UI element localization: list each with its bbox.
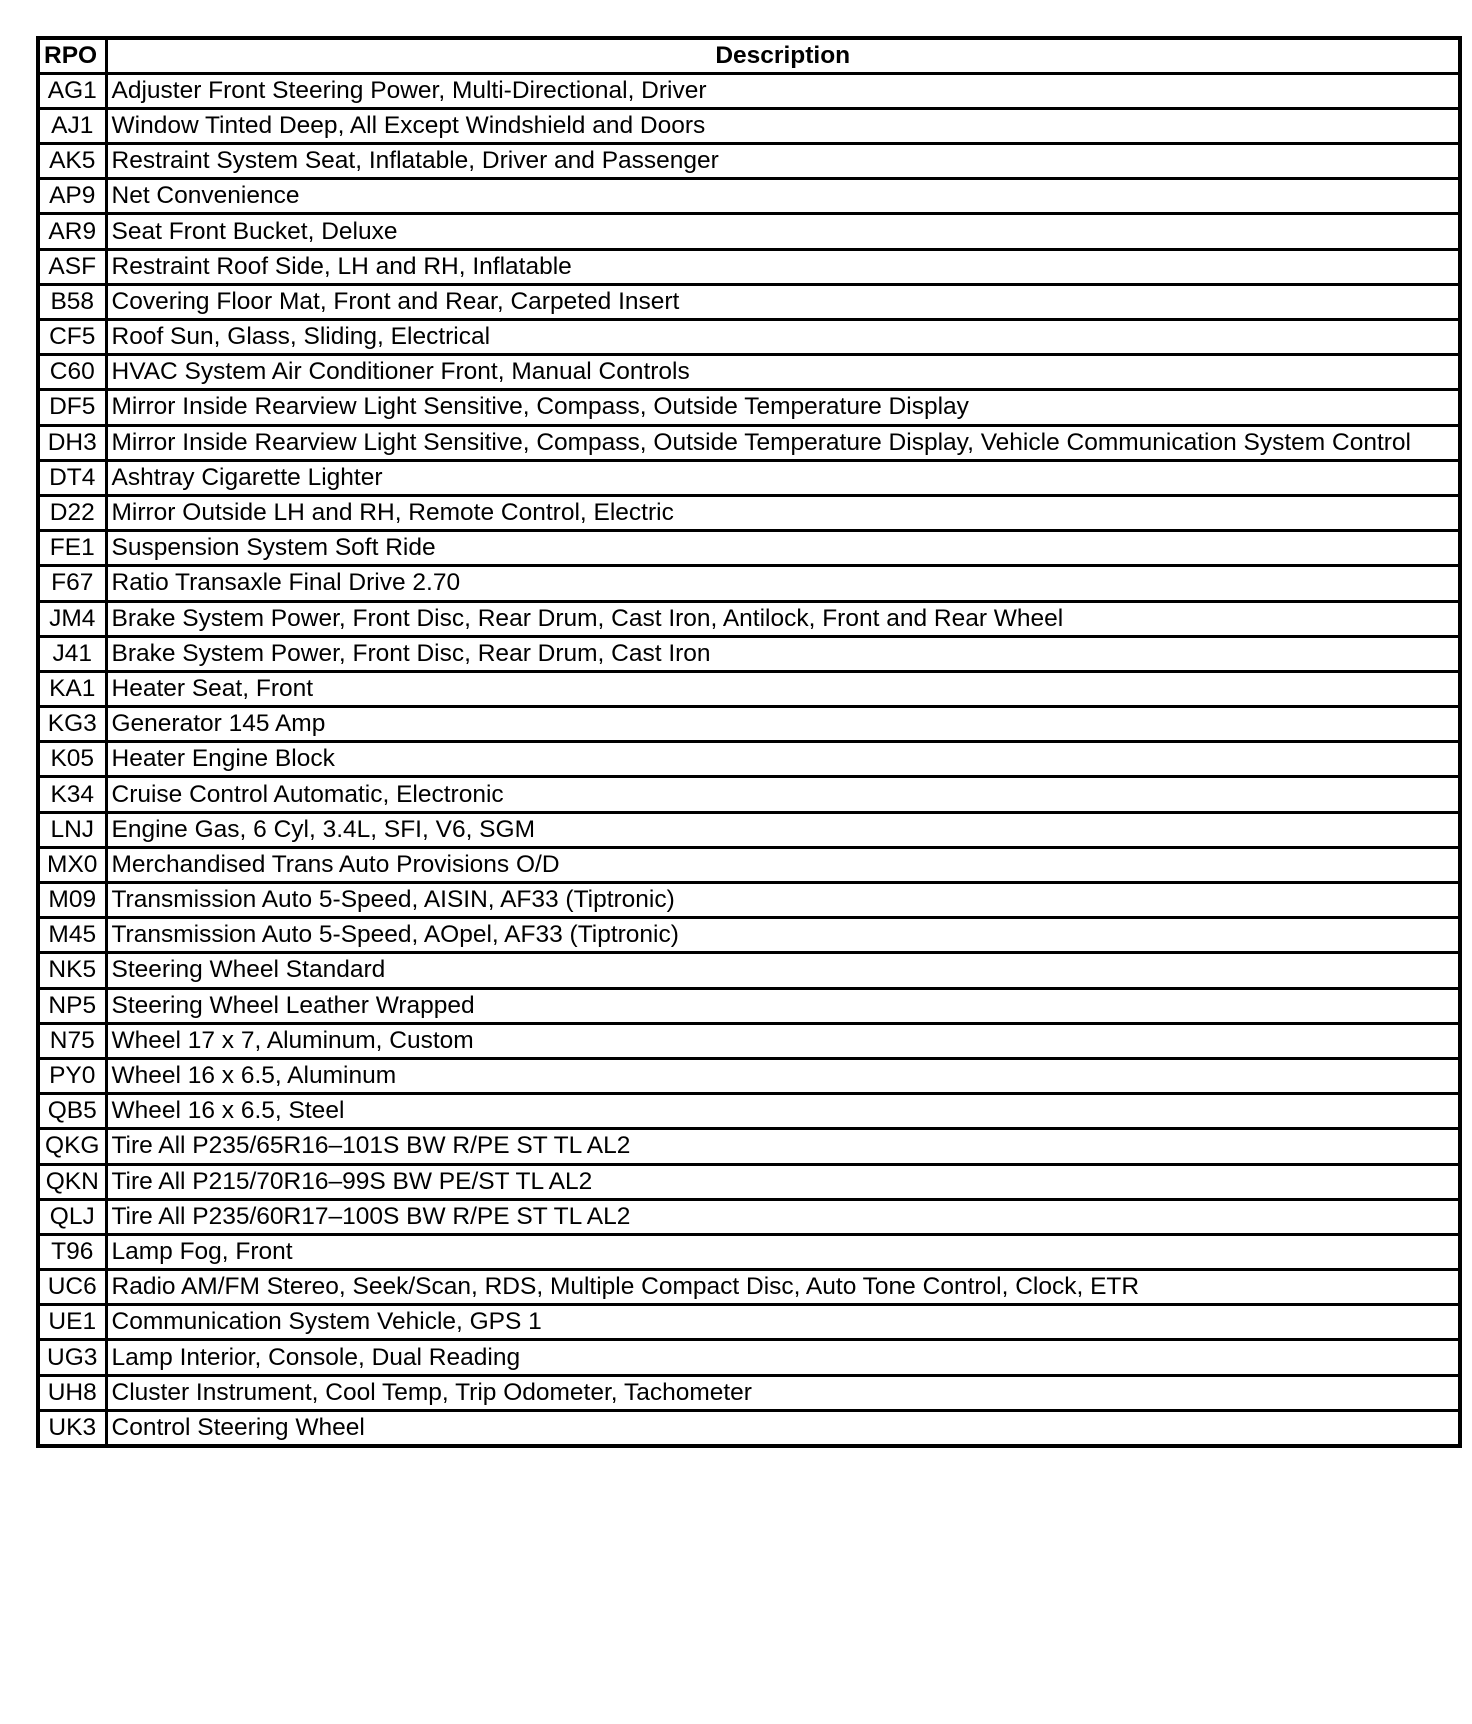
rpo-code-cell: QKG: [38, 1129, 106, 1164]
description-cell: Transmission Auto 5-Speed, AISIN, AF33 (Tiptronic): [106, 883, 1460, 918]
table-row: [38, 1305, 1460, 1340]
rpo-code-cell: D22: [38, 495, 106, 530]
rpo-code-cell: DH3: [38, 425, 106, 460]
rpo-code-cell: QKN: [38, 1164, 106, 1199]
description-cell: Merchandised Trans Auto Provisions O/D: [106, 847, 1460, 882]
table-row: [38, 1199, 1460, 1234]
column-header-rpo: RPO: [38, 38, 106, 73]
table-row: [38, 742, 1460, 777]
rpo-code-cell: UH8: [38, 1375, 106, 1410]
rpo-code-cell: AJ1: [38, 108, 106, 143]
rpo-code-cell: UK3: [38, 1410, 106, 1445]
description-cell: Communication System Vehicle, GPS 1: [106, 1305, 1460, 1340]
table-row: [38, 390, 1460, 425]
table-row: [38, 284, 1460, 319]
description-cell: Lamp Fog, Front: [106, 1234, 1460, 1269]
table-row: [38, 777, 1460, 812]
table-row: [38, 1164, 1460, 1199]
rpo-code-cell: UE1: [38, 1305, 106, 1340]
description-cell: Control Steering Wheel: [106, 1410, 1460, 1445]
description-cell: Wheel 16 x 6.5, Aluminum: [106, 1058, 1460, 1093]
rpo-code-cell: PY0: [38, 1058, 106, 1093]
description-cell: Steering Wheel Standard: [106, 953, 1460, 988]
description-cell: Mirror Inside Rearview Light Sensitive, Compass, Outside Temperature Display, Vehicle Communication System Control: [106, 425, 1460, 460]
table-header: [38, 38, 1460, 73]
table-row: [38, 495, 1460, 530]
rpo-code-cell: NP5: [38, 988, 106, 1023]
description-cell: Window Tinted Deep, All Except Windshield and Doors: [106, 108, 1460, 143]
rpo-code-cell: KG3: [38, 707, 106, 742]
rpo-code-cell: C60: [38, 355, 106, 390]
table-row: [38, 883, 1460, 918]
rpo-code-cell: ASF: [38, 249, 106, 284]
table-row: [38, 601, 1460, 636]
description-cell: Ashtray Cigarette Lighter: [106, 460, 1460, 495]
table-row: [38, 179, 1460, 214]
table-row: [38, 425, 1460, 460]
description-cell: Tire All P215/70R16–99S BW PE/ST TL AL2: [106, 1164, 1460, 1199]
table-row: [38, 355, 1460, 390]
header-row: [38, 38, 1460, 73]
rpo-code-cell: M45: [38, 918, 106, 953]
rpo-code-cell: K05: [38, 742, 106, 777]
rpo-code-cell: CF5: [38, 320, 106, 355]
description-cell: Radio AM/FM Stereo, Seek/Scan, RDS, Multiple Compact Disc, Auto Tone Control, Clock, ETR: [106, 1270, 1460, 1305]
rpo-code-cell: MX0: [38, 847, 106, 882]
description-cell: Steering Wheel Leather Wrapped: [106, 988, 1460, 1023]
table-row: [38, 1270, 1460, 1305]
table-row: [38, 988, 1460, 1023]
description-cell: Brake System Power, Front Disc, Rear Drum, Cast Iron: [106, 636, 1460, 671]
description-cell: Mirror Outside LH and RH, Remote Control, Electric: [106, 495, 1460, 530]
rpo-code-cell: AR9: [38, 214, 106, 249]
table-row: [38, 144, 1460, 179]
description-cell: Covering Floor Mat, Front and Rear, Carpeted Insert: [106, 284, 1460, 319]
rpo-code-cell: QB5: [38, 1094, 106, 1129]
rpo-code-cell: F67: [38, 566, 106, 601]
description-cell: Cruise Control Automatic, Electronic: [106, 777, 1460, 812]
description-cell: Adjuster Front Steering Power, Multi-Directional, Driver: [106, 73, 1460, 108]
description-cell: Cluster Instrument, Cool Temp, Trip Odometer, Tachometer: [106, 1375, 1460, 1410]
rpo-code-cell: UG3: [38, 1340, 106, 1375]
table-row: [38, 460, 1460, 495]
rpo-code-cell: AK5: [38, 144, 106, 179]
description-cell: Generator 145 Amp: [106, 707, 1460, 742]
table-row: [38, 320, 1460, 355]
description-cell: Transmission Auto 5-Speed, AOpel, AF33 (Tiptronic): [106, 918, 1460, 953]
description-cell: Roof Sun, Glass, Sliding, Electrical: [106, 320, 1460, 355]
description-cell: HVAC System Air Conditioner Front, Manual Controls: [106, 355, 1460, 390]
rpo-code-cell: KA1: [38, 671, 106, 706]
rpo-code-cell: LNJ: [38, 812, 106, 847]
table-row: [38, 1234, 1460, 1269]
table-row: [38, 636, 1460, 671]
rpo-code-cell: N75: [38, 1023, 106, 1058]
column-header-description: Description: [106, 38, 1460, 73]
description-cell: Wheel 17 x 7, Aluminum, Custom: [106, 1023, 1460, 1058]
table-row: [38, 953, 1460, 988]
table-row: [38, 73, 1460, 108]
description-cell: Tire All P235/65R16–101S BW R/PE ST TL AL2: [106, 1129, 1460, 1164]
rpo-code-cell: M09: [38, 883, 106, 918]
rpo-code-cell: NK5: [38, 953, 106, 988]
description-cell: Lamp Interior, Console, Dual Reading: [106, 1340, 1460, 1375]
rpo-code-cell: AP9: [38, 179, 106, 214]
table-row: [38, 1375, 1460, 1410]
table-row: [38, 1094, 1460, 1129]
rpo-code-cell: UC6: [38, 1270, 106, 1305]
rpo-code-cell: K34: [38, 777, 106, 812]
description-cell: Ratio Transaxle Final Drive 2.70: [106, 566, 1460, 601]
table-row: [38, 1410, 1460, 1445]
rpo-code-cell: QLJ: [38, 1199, 106, 1234]
table-body: [38, 73, 1460, 1445]
table-row: [38, 1340, 1460, 1375]
table-row: [38, 249, 1460, 284]
table-row: [38, 531, 1460, 566]
description-cell: Heater Engine Block: [106, 742, 1460, 777]
description-cell: Net Convenience: [106, 179, 1460, 214]
table-row: [38, 812, 1460, 847]
table-row: [38, 918, 1460, 953]
description-cell: Suspension System Soft Ride: [106, 531, 1460, 566]
rpo-table: [36, 36, 1462, 1448]
description-cell: Mirror Inside Rearview Light Sensitive, Compass, Outside Temperature Display: [106, 390, 1460, 425]
rpo-code-cell: B58: [38, 284, 106, 319]
rpo-code-cell: FE1: [38, 531, 106, 566]
description-cell: Heater Seat, Front: [106, 671, 1460, 706]
table-row: [38, 847, 1460, 882]
rpo-code-cell: T96: [38, 1234, 106, 1269]
description-cell: Restraint Roof Side, LH and RH, Inflatable: [106, 249, 1460, 284]
rpo-code-cell: JM4: [38, 601, 106, 636]
description-cell: Restraint System Seat, Inflatable, Driver and Passenger: [106, 144, 1460, 179]
table-row: [38, 108, 1460, 143]
table-row: [38, 1129, 1460, 1164]
rpo-code-cell: J41: [38, 636, 106, 671]
description-cell: Wheel 16 x 6.5, Steel: [106, 1094, 1460, 1129]
table-row: [38, 214, 1460, 249]
table-row: [38, 1023, 1460, 1058]
table-row: [38, 671, 1460, 706]
table-row: [38, 566, 1460, 601]
description-cell: Brake System Power, Front Disc, Rear Drum, Cast Iron, Antilock, Front and Rear Wheel: [106, 601, 1460, 636]
description-cell: Seat Front Bucket, Deluxe: [106, 214, 1460, 249]
table-row: [38, 707, 1460, 742]
rpo-code-cell: AG1: [38, 73, 106, 108]
table-row: [38, 1058, 1460, 1093]
rpo-code-cell: DT4: [38, 460, 106, 495]
description-cell: Tire All P235/60R17–100S BW R/PE ST TL AL2: [106, 1199, 1460, 1234]
rpo-code-cell: DF5: [38, 390, 106, 425]
description-cell: Engine Gas, 6 Cyl, 3.4L, SFI, V6, SGM: [106, 812, 1460, 847]
